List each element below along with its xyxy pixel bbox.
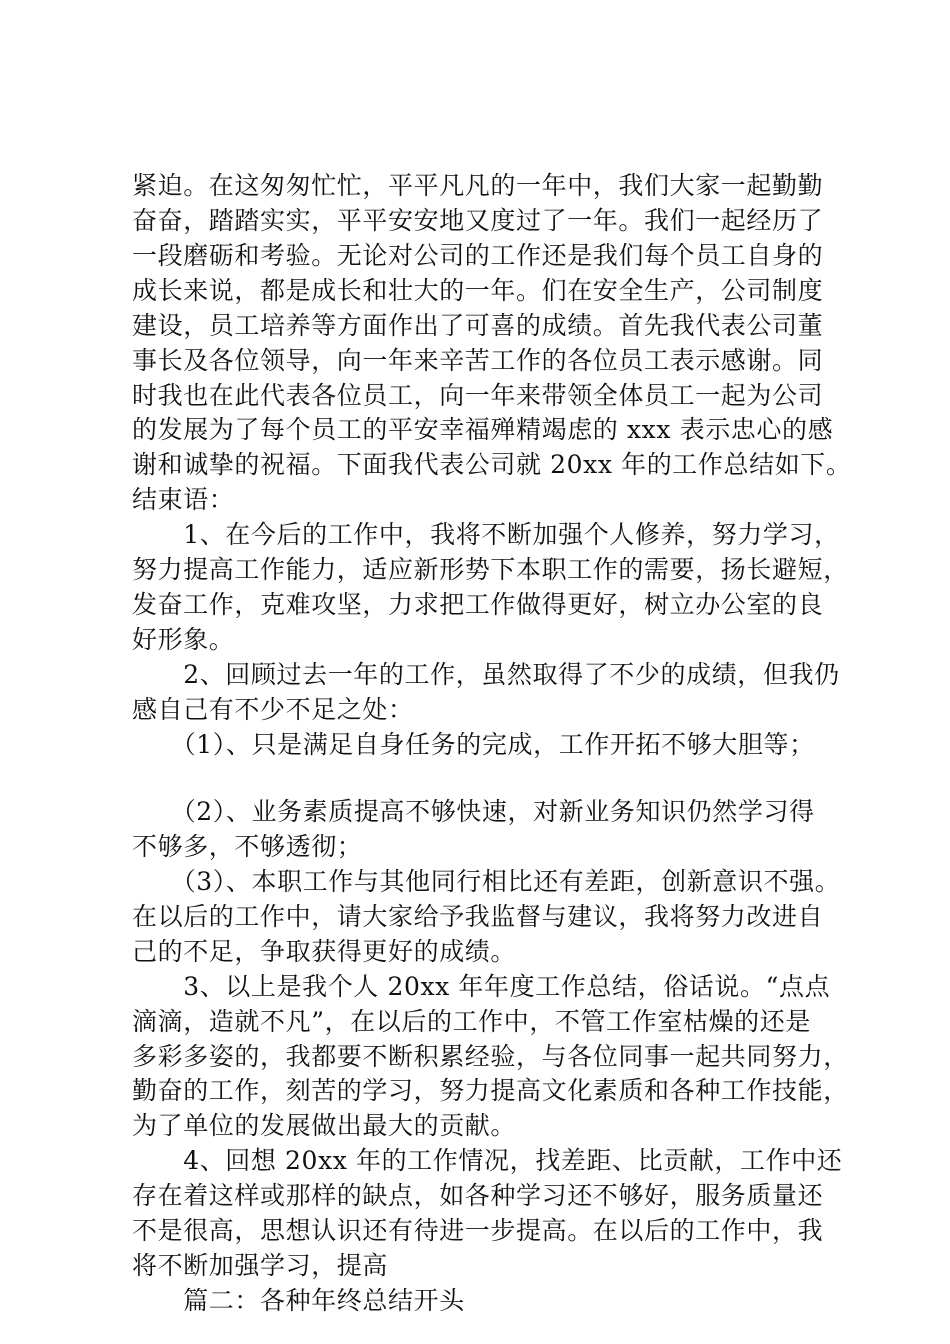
text-line: 建设，员工培养等方面作出了可喜的成绩。首先我代表公司董 [132, 311, 824, 340]
text-line: （3）、本职工作与其他同行相比还有差距，创新意识不强。 [132, 867, 841, 896]
text-line: 时我也在此代表各位员工，向一年来带领全体员工一起为公司 [132, 381, 824, 410]
text-line: 勤奋的工作，刻苦的学习，努力提高文化素质和各种工作技能， [132, 1076, 849, 1105]
text-line: 不是很高，思想认识还有待进一步提高。在以后的工作中，我 [132, 1216, 824, 1245]
text-line: 的发展为了每个员工的平安幸福殚精竭虑的 xxx 表示忠心的感 [132, 415, 834, 444]
text-line: 结束语： [132, 485, 235, 514]
text-line: 2、回顾过去一年的工作，虽然取得了不少的成绩，但我仍 [132, 660, 840, 689]
text-line: （1）、只是满足自身任务的完成，工作开拓不够大胆等； [132, 730, 815, 759]
text-line: 发奋工作，克难攻坚，力求把工作做得更好，树立办公室的良 [132, 590, 824, 619]
text-line: 一段磨砺和考验。无论对公司的工作还是我们每个员工自身的 [132, 241, 824, 270]
text-line: 奋奋，踏踏实实，平平安安地又度过了一年。我们一起经历了 [132, 206, 824, 235]
text-line: 多彩多姿的，我都要不断积累经验，与各位同事一起共同努力， [132, 1042, 849, 1071]
text-line: （2）、业务素质提高不够快速，对新业务知识仍然学习得 [132, 797, 815, 826]
text-line: 4、回想 20xx 年的工作情况，找差距、比贡献，工作中还 [132, 1146, 843, 1175]
text-line: 在以后的工作中，请大家给予我监督与建议，我将努力改进自 [132, 902, 824, 931]
text-line: 事长及各位领导，向一年来辛苦工作的各位员工表示感谢。同 [132, 346, 824, 375]
text-line: 将不断加强学习，提高 [132, 1251, 389, 1280]
text-line: 滴滴，造就不凡”，在以后的工作中，不管工作室枯燥的还是 [132, 1007, 811, 1036]
text-line: 努力提高工作能力，适应新形势下本职工作的需要，扬长避短， [132, 555, 849, 584]
text-line: 为了单位的发展做出最大的贡献。 [132, 1111, 517, 1140]
text-line: 存在着这样或那样的缺点，如各种学习还不够好，服务质量还 [132, 1181, 824, 1210]
text-line: 成长来说，都是成长和壮大的一年。们在安全生产，公司制度 [132, 276, 824, 305]
text-line: 不够多，不够透彻； [132, 832, 363, 861]
text-line: 3、以上是我个人 20xx 年年度工作总结，俗话说。“点点 [132, 972, 831, 1001]
text-line: 紧迫。在这匆匆忙忙，平平凡凡的一年中，我们大家一起勤勤 [132, 171, 824, 200]
text-line: 己的不足，争取获得更好的成绩。 [132, 937, 517, 966]
text-line: 1、在今后的工作中，我将不断加强个人修养，努力学习， [132, 520, 840, 549]
text-line: 谢和诚挚的祝福。下面我代表公司就 20xx 年的工作总结如下。 [132, 450, 852, 479]
text-line: 篇二：各种年终总结开头 [132, 1286, 465, 1315]
text-line: 好形象。 [132, 625, 235, 654]
text-line: 感自己有不少不足之处： [132, 695, 414, 724]
